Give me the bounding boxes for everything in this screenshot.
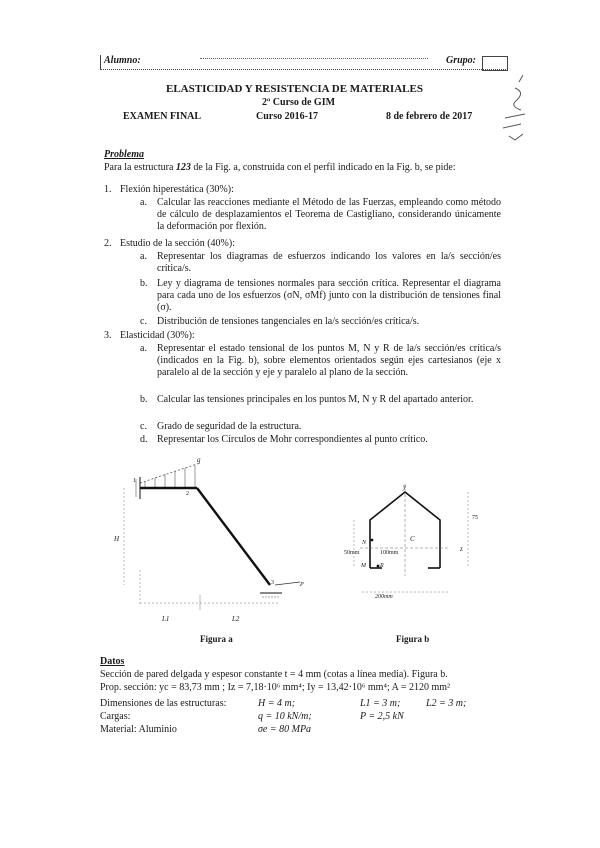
section-2-num: 2. xyxy=(104,238,112,249)
datos-line-1: Sección de pared delgada y espesor constante t = 4 mm (cotas a línea media). Figura b. xyxy=(100,669,448,680)
fig-b-z-label: z xyxy=(460,545,463,553)
grupo-label: Grupo: xyxy=(446,55,477,66)
alumno-field[interactable] xyxy=(200,58,428,69)
left-bracket xyxy=(100,55,103,69)
fig-a-l2-label: L2 xyxy=(232,615,240,623)
section-3-num: 3. xyxy=(104,330,112,341)
load-arrows xyxy=(145,465,195,487)
fig-b-web-label: 100mm xyxy=(380,550,399,556)
datos-heading: Datos xyxy=(100,656,125,667)
course-label: 2º Curso de GIM xyxy=(262,97,336,108)
item-2a-letter: a. xyxy=(140,251,147,262)
item-2c-letter: c. xyxy=(140,316,147,327)
datos-row-1-v1: H = 4 m; xyxy=(258,698,296,709)
datos-row-3-v1: σe = 80 MPa xyxy=(258,724,312,735)
load-p-arrow xyxy=(275,582,300,585)
handwritten-mark xyxy=(495,70,545,150)
fig-b-caption: Figura b xyxy=(396,634,430,644)
item-2b-letter: b. xyxy=(140,278,148,289)
figure-b-section xyxy=(340,480,500,620)
fig-a-q-label: q xyxy=(197,456,201,464)
section-3-title: Elasticidad (30%): xyxy=(120,330,195,341)
datos-row-2-label: Cargas: xyxy=(100,711,131,722)
item-3d-letter: d. xyxy=(140,434,148,445)
point-m xyxy=(377,565,380,568)
fig-a-n1-label: 1 xyxy=(133,478,136,484)
datos-row-2-v1: q = 10 kN/m; xyxy=(258,711,312,722)
datos-row-1-v3: L2 = 3 m; xyxy=(426,698,467,709)
grupo-field[interactable] xyxy=(482,56,508,71)
fig-b-dim-left: 50mm xyxy=(344,550,360,556)
fig-b-c-label: C xyxy=(410,535,415,543)
exam-type: EXAMEN FINAL xyxy=(123,111,202,122)
item-3a-text: Representar el estado tensional de los puntos M, N y R de la/s sección/es crítica/s (indicados en la Fig. b), sobre elementos orientados según ejes cartesianos (eje x paralelo al de la sección y eje y paralelo al plano de la sección. xyxy=(157,343,501,378)
section-2-title: Estudio de la sección (40%): xyxy=(120,238,235,249)
item-2a-text: Representar los diagramas de esfuerzos indicando los valores en la/s sección/es crítica/s. xyxy=(157,251,501,274)
item-2c-text: Distribución de tensiones tangenciales en la/s sección/es crítica/s. xyxy=(157,316,420,327)
fig-a-l1-label: L1 xyxy=(162,615,170,623)
alumno-label: Alumno: xyxy=(104,55,141,66)
curso-label: Curso 2016-17 xyxy=(256,111,318,122)
datos-row-2-v2: P = 2,5 kN xyxy=(360,711,404,722)
fig-b-dim-bottom: 200mm xyxy=(375,594,393,600)
load-line xyxy=(140,463,200,483)
fig-a-p-label: P xyxy=(300,582,304,588)
section-1-num: 1. xyxy=(104,184,112,195)
intro-post: de la Fig. a, construida con el perfil indicado en la Fig. b, se pide: xyxy=(193,162,456,173)
structure-id: 123 xyxy=(175,162,191,173)
fig-a-h-label: H xyxy=(114,535,120,543)
item-1a-letter: a. xyxy=(140,197,147,208)
figure-a-diagram xyxy=(110,455,320,635)
datos-line-2: Prop. sección: yc = 83,73 mm ; Iz = 7,18·10⁶ mm⁴; Iy = 13,42·10⁶ mm⁴; A = 2120 mm² xyxy=(100,682,451,693)
section-1-title: Flexión hiperestática (30%): xyxy=(120,184,234,195)
exam-title: ELASTICIDAD Y RESISTENCIA DE MATERIALES xyxy=(166,83,423,95)
item-3b-letter: b. xyxy=(140,394,148,405)
problem-intro xyxy=(104,162,456,173)
datos-row-3-label: Material: Aluminio xyxy=(100,724,177,735)
item-3d-text: Representar los Círculos de Mohr correspondientes al punto crítico. xyxy=(157,434,428,445)
fig-b-r-label: R xyxy=(380,563,384,569)
point-n xyxy=(371,539,374,542)
item-3c-text: Grado de seguridad de la estructura. xyxy=(157,421,302,432)
item-2b-text: Ley y diagrama de tensiones normales para sección crítica. Representar el diagrama para cada uno de los esfuerzos (σN, σMf) junto con la distribución de tensiones final (σ). xyxy=(157,278,501,313)
beam-inclined xyxy=(197,488,270,585)
problem-heading: Problema xyxy=(104,149,144,160)
fig-a-caption: Figura a xyxy=(200,634,233,644)
datos-row-1-v2: L1 = 3 m; xyxy=(360,698,401,709)
datos-row-1-label: Dimensiones de las estructuras: xyxy=(100,698,227,709)
fig-b-dim-right: 75 xyxy=(472,515,478,521)
item-3c-letter: c. xyxy=(140,421,147,432)
item-1a-text: Calcular las reacciones mediante el Método de las Fuerzas, empleando como método de cálculo de desplazamientos el Teorema de Castigliano, considerando únicamente la deformación por flexión. xyxy=(157,197,501,232)
fig-b-y-label: y xyxy=(403,483,407,491)
item-3a-letter: a. xyxy=(140,343,147,354)
fig-a-n3-label: 3 xyxy=(271,580,274,586)
item-3b-text: Calcular las tensiones principales en los puntos M, N y R del apartado anterior. xyxy=(157,394,474,405)
intro-pre: Para la estructura xyxy=(104,162,174,173)
fig-b-m-label: M xyxy=(361,563,366,569)
fig-b-n-label: N xyxy=(362,540,367,546)
fig-a-n2-label: 2 xyxy=(186,491,189,497)
exam-date: 8 de febrero de 2017 xyxy=(386,111,473,122)
